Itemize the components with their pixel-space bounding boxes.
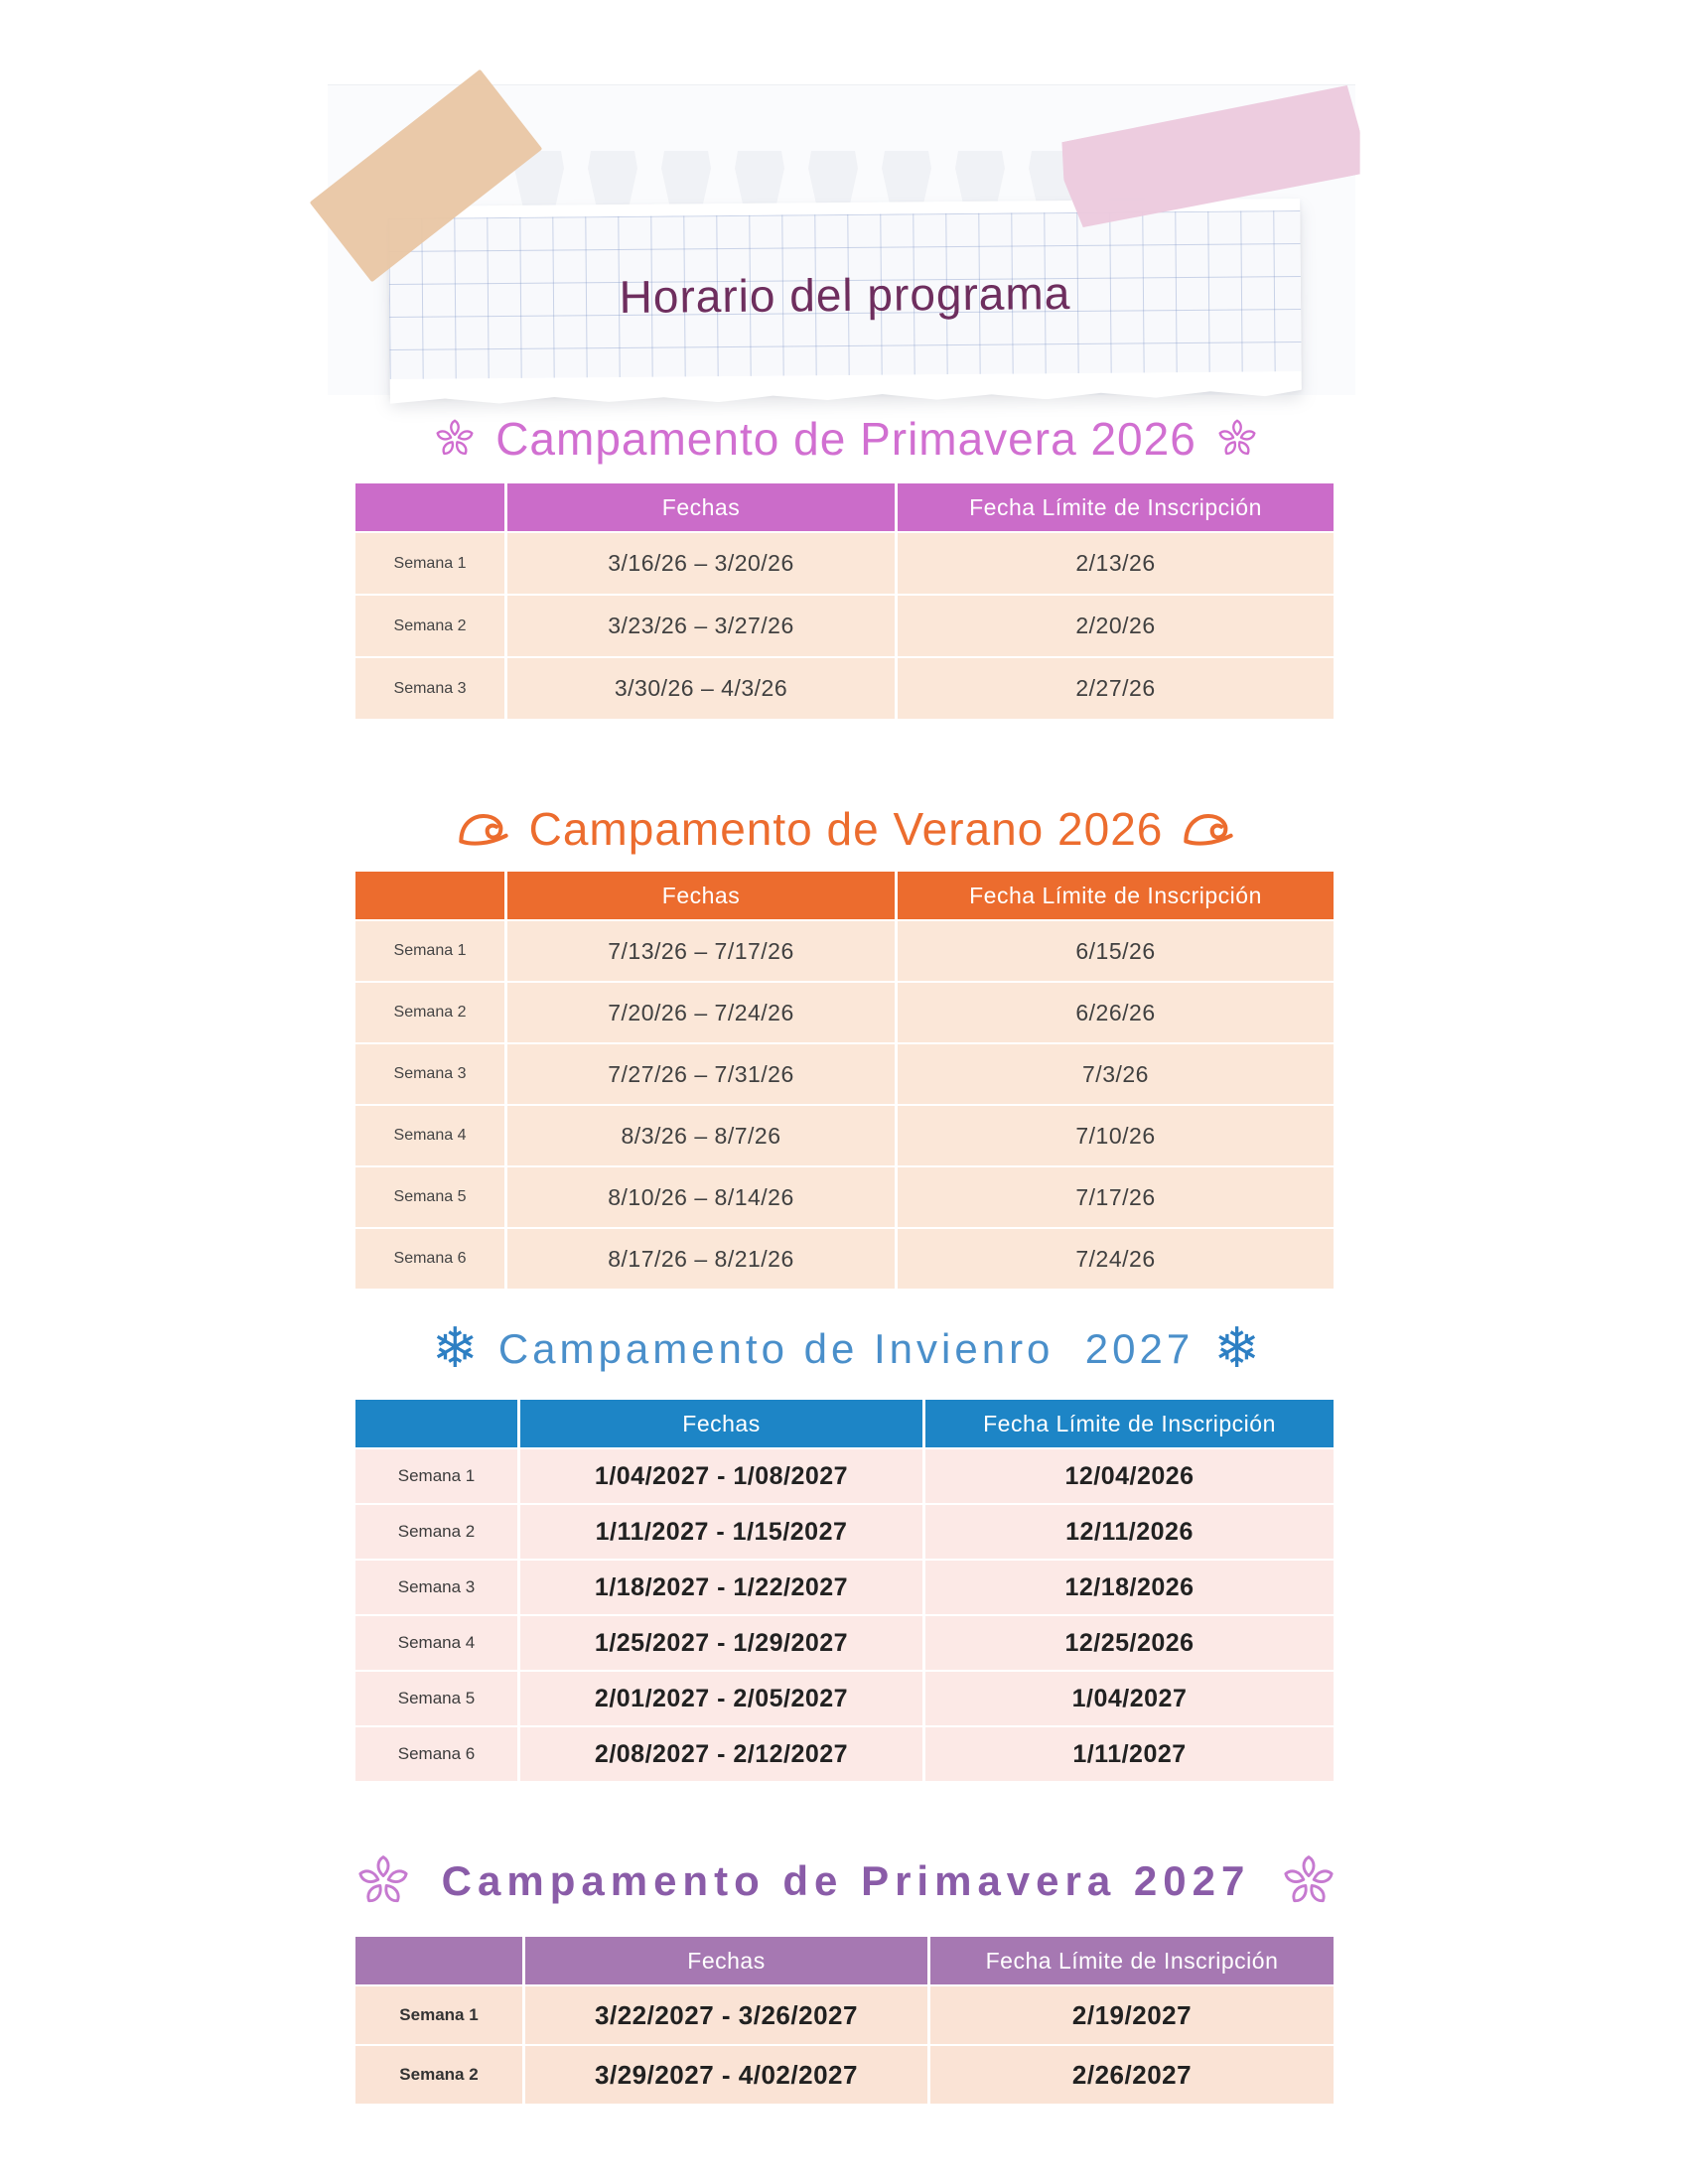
dates-cell: 7/13/26 – 7/17/26	[507, 921, 895, 981]
dates-cell: 3/22/2027 - 3/26/2027	[525, 1986, 927, 2044]
perforation-tab	[661, 151, 711, 208]
week-cell: Semana 6	[355, 1727, 517, 1781]
week-cell: Semana 4	[355, 1106, 504, 1165]
table-header-cell-col3: Fecha Límite de Inscripción	[898, 483, 1334, 531]
wave-icon	[1183, 811, 1234, 847]
dates-cell: 3/16/26 – 3/20/26	[507, 533, 895, 594]
week-cell: Semana 2	[355, 983, 504, 1042]
deadline-cell: 2/19/2027	[930, 1986, 1334, 2044]
section-title: Campamento de Invienro 2027	[497, 1325, 1195, 1372]
week-cell: Semana 5	[355, 1167, 504, 1227]
table-header-cell-col3: Fecha Límite de Inscripción	[930, 1937, 1334, 1984]
dates-cell: 1/25/2027 - 1/29/2027	[520, 1616, 922, 1670]
dates-cell: 1/04/2027 - 1/08/2027	[520, 1449, 922, 1503]
deadline-cell: 2/20/26	[898, 596, 1334, 656]
plum-blossom-icon	[1281, 1853, 1336, 1909]
dates-cell: 7/20/26 – 7/24/26	[507, 983, 895, 1042]
deadline-cell: 7/17/26	[898, 1167, 1334, 1227]
section-title: Campamento de Primavera 2027	[441, 1857, 1251, 1904]
table-header-cell-col1	[355, 483, 504, 531]
dates-cell: 8/3/26 – 8/7/26	[507, 1106, 895, 1165]
week-cell: Semana 2	[355, 2046, 522, 2104]
deadline-cell: 7/10/26	[898, 1106, 1334, 1165]
dates-cell: 7/27/26 – 7/31/26	[507, 1044, 895, 1104]
snowflake-icon: ❄	[431, 1316, 479, 1381]
note-photo	[328, 84, 1355, 395]
dates-cell: 1/11/2027 - 1/15/2027	[520, 1505, 922, 1559]
perforation-tab	[882, 151, 931, 208]
deadline-cell: 12/11/2026	[925, 1505, 1334, 1559]
week-cell: Semana 2	[355, 1505, 517, 1559]
camp-section-primavera-2027	[355, 1852, 1336, 2104]
dates-cell: 2/01/2027 - 2/05/2027	[520, 1672, 922, 1725]
table-header-cell-col1	[355, 1400, 517, 1447]
deadline-cell: 7/3/26	[898, 1044, 1334, 1104]
table-header-cell-col3: Fecha Límite de Inscripción	[925, 1400, 1334, 1447]
page-title: Horario del programa	[619, 267, 1071, 323]
deadline-cell: 12/18/2026	[925, 1561, 1334, 1614]
graph-paper-note	[388, 199, 1302, 397]
week-cell: Semana 3	[355, 658, 504, 719]
deadline-cell: 12/25/2026	[925, 1616, 1334, 1670]
deadline-cell: 1/11/2027	[925, 1727, 1334, 1781]
week-cell: Semana 2	[355, 596, 504, 656]
perforation-tab	[955, 151, 1005, 208]
week-cell: Semana 6	[355, 1229, 504, 1289]
deadline-cell: 2/26/2027	[930, 2046, 1334, 2104]
section-title-row	[355, 1316, 1336, 1381]
dates-cell: 3/30/26 – 4/3/26	[507, 658, 895, 719]
deadline-cell: 6/15/26	[898, 921, 1334, 981]
dates-cell: 8/17/26 – 8/21/26	[507, 1229, 895, 1289]
dates-cell: 8/10/26 – 8/14/26	[507, 1167, 895, 1227]
deadline-cell: 2/13/26	[898, 533, 1334, 594]
section-title-row	[355, 410, 1336, 468]
week-cell: Semana 1	[355, 921, 504, 981]
plum-blossom-icon	[355, 1853, 411, 1909]
dates-cell: 3/29/2027 - 4/02/2027	[525, 2046, 927, 2104]
wave-icon	[458, 811, 509, 847]
table-header-cell-col1	[355, 1937, 522, 1984]
week-cell: Semana 1	[355, 1986, 522, 2044]
week-cell: Semana 3	[355, 1044, 504, 1104]
section-title: Campamento de Primavera 2026	[495, 413, 1196, 465]
camp-section-verano-2026	[355, 800, 1336, 1289]
week-cell: Semana 1	[355, 1449, 517, 1503]
section-title-row	[355, 1852, 1336, 1910]
week-cell: Semana 4	[355, 1616, 517, 1670]
table-header-cell-col1	[355, 872, 504, 919]
deadline-cell: 12/04/2026	[925, 1449, 1334, 1503]
table-header-cell-col3: Fecha Límite de Inscripción	[898, 872, 1334, 919]
table-header-cell-col2: Fechas	[520, 1400, 922, 1447]
dates-cell: 3/23/26 – 3/27/26	[507, 596, 895, 656]
perforation-tab	[588, 151, 637, 208]
table-header-cell-col2: Fechas	[507, 872, 895, 919]
camp-table	[355, 1937, 1336, 2104]
section-title: Campamento de Verano 2026	[528, 803, 1164, 855]
week-cell: Semana 3	[355, 1561, 517, 1614]
table-header-cell-col2: Fechas	[507, 483, 895, 531]
camp-table	[355, 483, 1336, 719]
camp-section-invierno-2027	[355, 1316, 1336, 1781]
cherry-blossom-icon	[1216, 418, 1258, 460]
torn-edge	[390, 385, 1302, 405]
section-title-row	[355, 800, 1336, 858]
dates-cell: 1/18/2027 - 1/22/2027	[520, 1561, 922, 1614]
deadline-cell: 6/26/26	[898, 983, 1334, 1042]
camp-table	[355, 1400, 1336, 1781]
cherry-blossom-icon	[434, 418, 476, 460]
camp-table	[355, 872, 1336, 1289]
week-cell: Semana 1	[355, 533, 504, 594]
deadline-cell: 2/27/26	[898, 658, 1334, 719]
table-header-cell-col2: Fechas	[525, 1937, 927, 1984]
camp-section-primavera-2026	[355, 410, 1336, 719]
deadline-cell: 1/04/2027	[925, 1672, 1334, 1725]
week-cell: Semana 5	[355, 1672, 517, 1725]
perforation-tab	[735, 151, 784, 208]
dates-cell: 2/08/2027 - 2/12/2027	[520, 1727, 922, 1781]
deadline-cell: 7/24/26	[898, 1229, 1334, 1289]
graph-paper-grid	[388, 210, 1301, 379]
perforation-tab	[808, 151, 858, 208]
snowflake-icon: ❄	[1213, 1316, 1261, 1381]
